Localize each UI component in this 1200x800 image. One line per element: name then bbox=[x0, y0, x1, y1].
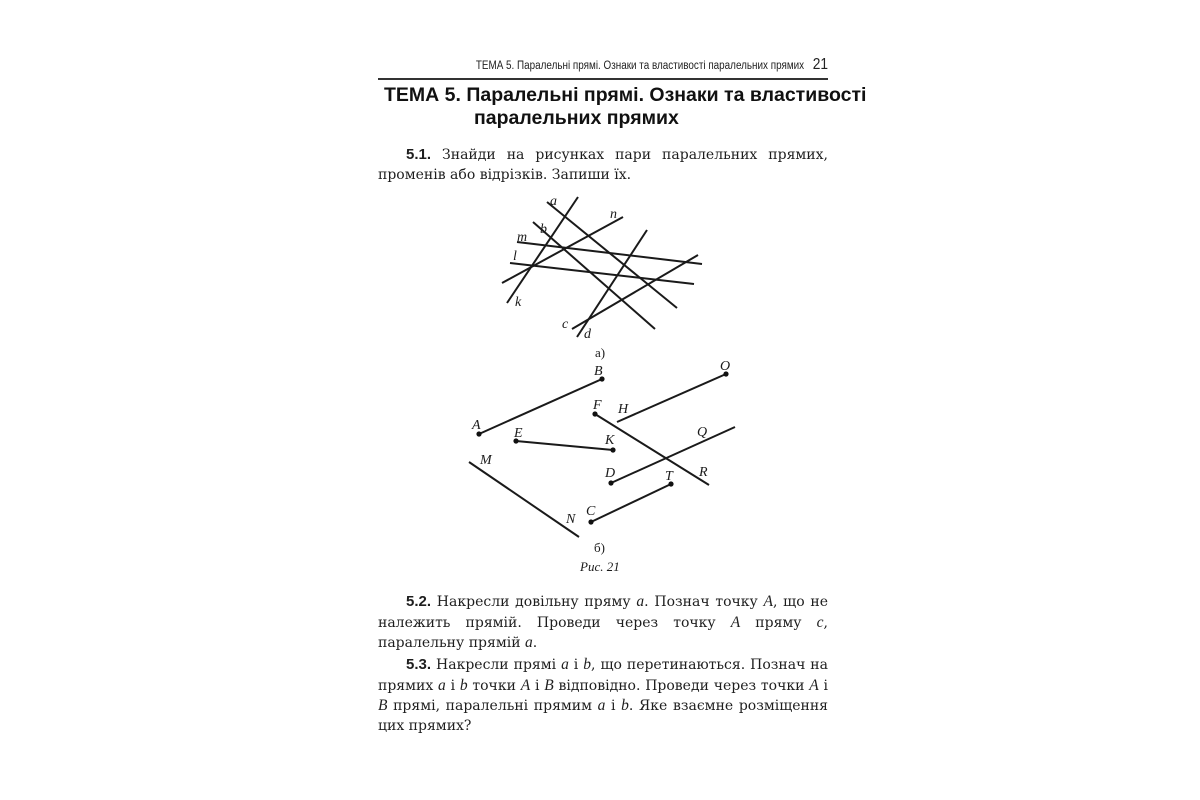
point-label: O bbox=[720, 359, 731, 374]
math-variable: a bbox=[524, 634, 533, 651]
running-title: ТЕМА 5. Паралельні прямі. Ознаки та властивості паралельних прямих bbox=[475, 60, 805, 72]
exercise-number: 5.2. bbox=[406, 593, 432, 610]
exercise-text: Знайди на рисунках пари паралельних прямих, променів або відрізків. Запиши їх. bbox=[378, 147, 828, 183]
math-variable: b bbox=[459, 676, 468, 694]
point-label: R bbox=[699, 465, 708, 480]
segment-HO bbox=[617, 374, 726, 422]
math-variable: b bbox=[583, 656, 592, 673]
point-label: T bbox=[665, 469, 673, 484]
point-label: D bbox=[605, 466, 616, 481]
page-number: 21 bbox=[812, 56, 828, 73]
math-variable: A bbox=[520, 676, 531, 694]
exercise-5-3 bbox=[378, 655, 828, 736]
line-d bbox=[577, 230, 647, 337]
exercise-5-2 bbox=[378, 592, 828, 654]
point-label: E bbox=[514, 426, 523, 441]
math-variable: b bbox=[621, 697, 629, 714]
point-label: B bbox=[594, 364, 603, 379]
point-label: Q bbox=[697, 425, 708, 440]
math-variable: a bbox=[561, 656, 569, 673]
math-variable: B bbox=[544, 676, 554, 694]
segment-EK bbox=[516, 441, 613, 450]
point-label: H bbox=[618, 402, 629, 417]
math-variable: A bbox=[730, 613, 741, 631]
line-label: b bbox=[540, 222, 547, 237]
line-label: n bbox=[610, 207, 617, 222]
figure-part-b bbox=[469, 359, 735, 537]
figure-part-b-label: б) bbox=[594, 540, 605, 555]
math-variable: a bbox=[597, 697, 606, 714]
line-k bbox=[507, 197, 578, 303]
point-label: A bbox=[472, 418, 481, 433]
line-label: k bbox=[515, 295, 522, 310]
point-label: M bbox=[480, 453, 492, 468]
segment-CT bbox=[591, 484, 671, 522]
segment-AB bbox=[479, 379, 602, 434]
point-dot bbox=[608, 480, 613, 485]
point-label: F bbox=[593, 398, 602, 413]
line-label: l bbox=[513, 249, 517, 264]
topic-title-line2: паралельних прямих bbox=[474, 107, 679, 129]
figure-part-a-label: а) bbox=[595, 345, 606, 360]
exercise-number: 5.1. bbox=[406, 146, 432, 163]
line-c bbox=[572, 255, 698, 329]
line-label: c bbox=[562, 317, 569, 332]
exercise-number: 5.3. bbox=[406, 656, 432, 673]
math-variable: c bbox=[816, 613, 824, 631]
math-variable: A bbox=[809, 676, 819, 694]
exercise-text: Накресли довільну пряму a. Познач точку A, що не належить прямій. Проведи через точку A пряму c, паралельну прямій a. bbox=[378, 593, 828, 651]
point-label: K bbox=[605, 433, 615, 448]
topic-title-line1: ТЕМА 5. Паралельні прямі. Ознаки та властивості bbox=[384, 84, 867, 106]
line-label: m bbox=[517, 230, 528, 245]
exercise-text: Накресли прямі a і b, що перетинаються. Познач на прямих a і b точки A і B відповідно. Проведи через точки A і B прямі, паралельні прямим a і b. Яке взаємне розміщення цих прямих? bbox=[378, 656, 829, 734]
point-label: N bbox=[566, 512, 576, 527]
figure-part-a bbox=[502, 194, 702, 342]
point-label: C bbox=[586, 504, 596, 519]
math-variable: a bbox=[438, 676, 446, 694]
point-dot bbox=[610, 447, 615, 452]
figure-caption: Рис. 21 bbox=[580, 559, 620, 574]
line-label: a bbox=[550, 194, 557, 209]
math-variable: A bbox=[763, 593, 773, 610]
segment-MN bbox=[469, 462, 579, 537]
line-label: d bbox=[584, 327, 591, 342]
math-variable: B bbox=[378, 697, 388, 714]
math-variable: a bbox=[636, 593, 645, 610]
point-dot bbox=[588, 519, 593, 524]
